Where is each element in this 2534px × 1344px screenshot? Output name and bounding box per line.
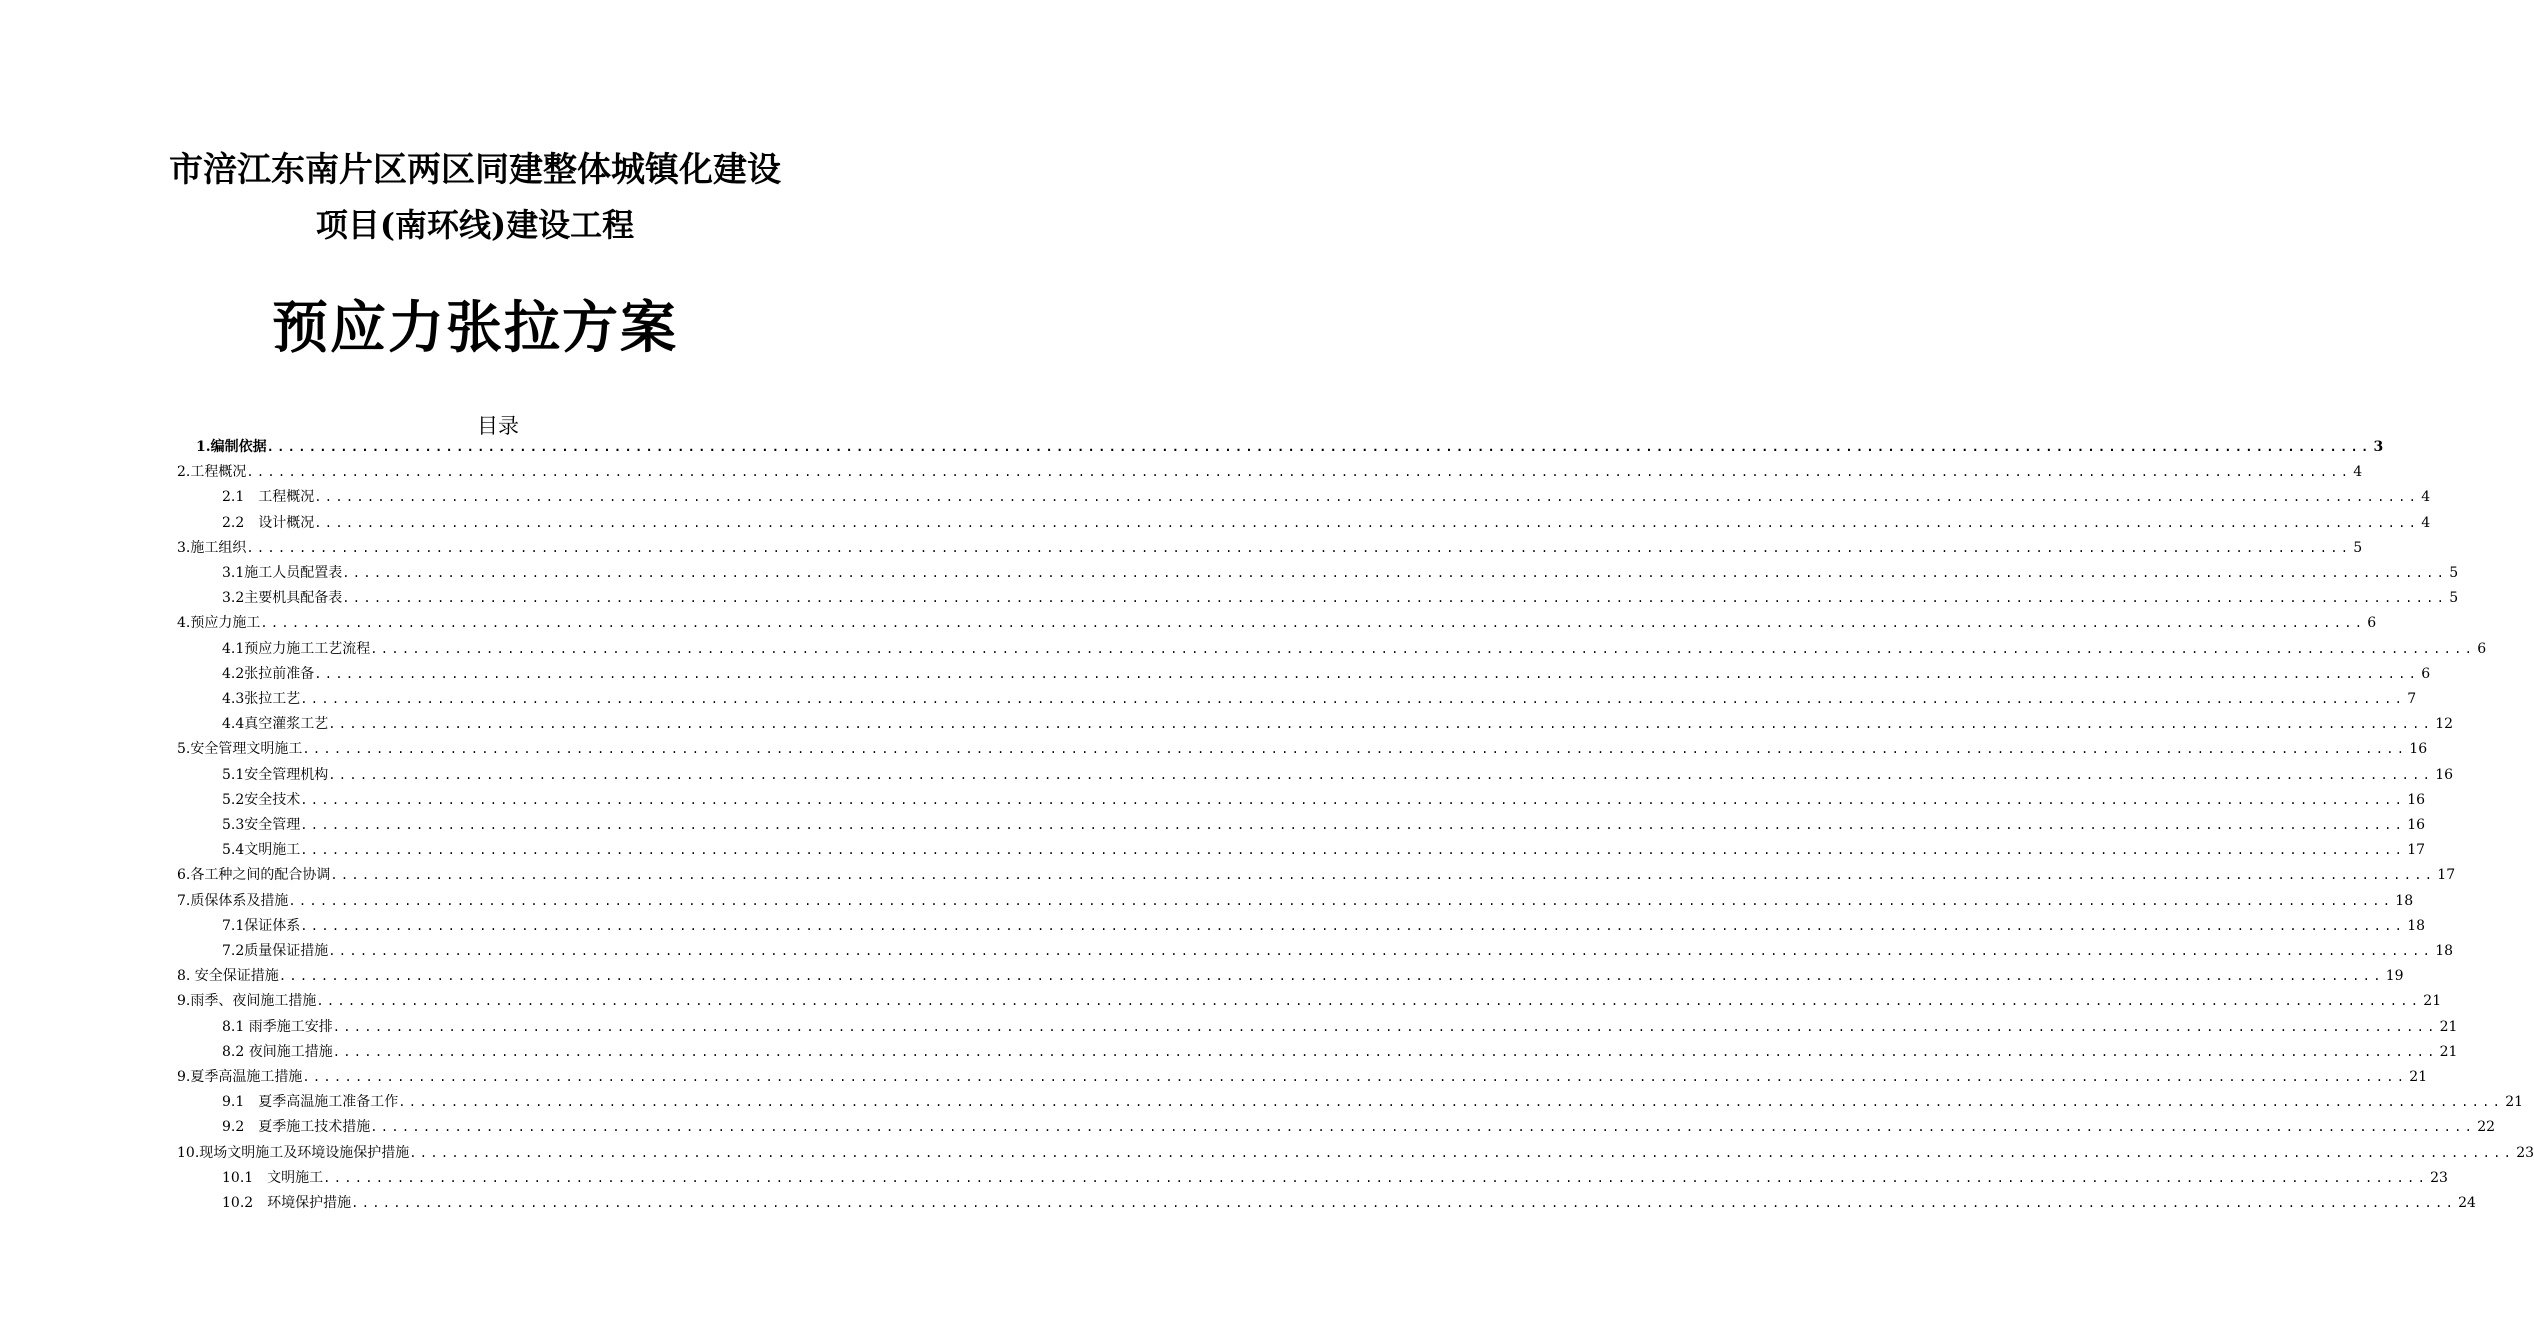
toc-page-number: 6 xyxy=(2367,615,2377,632)
toc-entry[interactable] xyxy=(222,1016,2458,1038)
toc-entry-title: 4.1预应力施工工艺流程 xyxy=(222,640,371,657)
toc-entry[interactable] xyxy=(177,612,2377,634)
toc-dot-leader: ........................................................................................................................................................................................................ xyxy=(302,742,2408,757)
project-title-line-2: 项目(南环线)建设工程 xyxy=(315,206,635,244)
toc-entry[interactable] xyxy=(222,814,2426,836)
toc-entry-title: 9.夏季高温施工措施 xyxy=(177,1069,303,1085)
toc-entry[interactable] xyxy=(222,688,2417,710)
toc-entry-title: 10.现场文明施工及环境设施保护措施 xyxy=(177,1144,410,1161)
toc-entry-title: 8.2 夜间施工措施 xyxy=(222,1043,333,1060)
toc-entry-title: 10.1 文明施工 xyxy=(222,1169,324,1186)
toc-page-number: 5 xyxy=(2449,565,2459,581)
toc-entry-title: 8. 安全保证措施 xyxy=(177,968,279,985)
toc-entry[interactable] xyxy=(222,789,2426,811)
toc-page-number: 5 xyxy=(2449,590,2459,607)
toc-entry-title: 8.1 雨季施工安排 xyxy=(222,1018,333,1035)
toc-entry-title: 1.编制依据 xyxy=(196,439,267,455)
toc-dot-leader: ........................................................................................................................................................................................................ xyxy=(314,515,2420,530)
toc-entry[interactable] xyxy=(222,638,2487,660)
toc-entry-title: 5.2安全技术 xyxy=(222,791,301,808)
toc-page-number: 16 xyxy=(2409,741,2428,758)
toc-entry[interactable] xyxy=(177,990,2442,1012)
toc-page-number: 7 xyxy=(2407,691,2417,707)
toc-dot-leader: ........................................................................................................................................................................................................ xyxy=(409,1145,2515,1160)
toc-entry-title: 3.2主要机具配备表 xyxy=(222,590,343,607)
toc-page-number: 18 xyxy=(2395,892,2414,909)
toc-dot-leader: ........................................................................................................................................................................................................ xyxy=(316,994,2422,1009)
toc-dot-leader: ........................................................................................................................................................................................................ xyxy=(332,1044,2438,1059)
toc-entry[interactable] xyxy=(177,1066,2428,1088)
toc-entry-title: 10.2 环境保护措施 xyxy=(222,1195,352,1211)
toc-entry[interactable] xyxy=(222,512,2431,534)
toc-dot-leader: ........................................................................................................................................................................................................ xyxy=(370,641,2476,656)
project-title-line-1: 市涪江东南片区两区同建整体城镇化建设 xyxy=(169,150,781,190)
toc-entry[interactable] xyxy=(222,486,2431,508)
toc-entry[interactable] xyxy=(222,1192,2476,1214)
toc-dot-leader: ........................................................................................................................................................................................................ xyxy=(278,969,2384,984)
toc-entry-title: 5.3安全管理 xyxy=(222,817,301,833)
toc-dot-leader: ........................................................................................................................................................................................................ xyxy=(330,868,2436,883)
toc-entry[interactable] xyxy=(222,764,2454,786)
toc-entry[interactable] xyxy=(222,940,2454,962)
toc-entry-title: 2.2 设计概况 xyxy=(222,514,315,531)
toc-dot-leader: ........................................................................................................................................................................................................ xyxy=(342,566,2448,580)
toc-entry-title: 9.雨季、夜间施工措施 xyxy=(177,993,317,1010)
toc-page-number: 6 xyxy=(2421,665,2431,682)
toc-page-number: 19 xyxy=(2385,968,2404,985)
toc-dot-leader: ........................................................................................................................................................................................................ xyxy=(300,843,2406,858)
toc-page-number: 21 xyxy=(2423,993,2442,1010)
toc-page-number: 22 xyxy=(2477,1119,2496,1136)
toc-entry[interactable] xyxy=(222,562,2459,584)
toc-page-number: 23 xyxy=(2430,1169,2448,1186)
toc-entry[interactable] xyxy=(222,1091,2524,1113)
toc-entry-title: 6.各工种之间的配合协调 xyxy=(177,867,331,884)
toc-page-number: 21 xyxy=(2505,1094,2524,1111)
toc-dot-leader: ........................................................................................................................................................................................................ xyxy=(246,540,2352,555)
toc-entry[interactable] xyxy=(222,1116,2496,1138)
toc-entry[interactable] xyxy=(177,537,2363,559)
toc-dot-leader: ........................................................................................................................................................................................................ xyxy=(314,490,2420,505)
toc-dot-leader: ........................................................................................................................................................................................................ xyxy=(300,692,2406,706)
document-main-title: 预应力张拉方案 xyxy=(272,296,678,361)
toc-page-number: 21 xyxy=(2409,1069,2428,1085)
toc-page-number: 21 xyxy=(2439,1043,2458,1060)
toc-dot-leader: ........................................................................................................................................................................................................ xyxy=(351,1196,2457,1210)
toc-entry-title: 5.4文明施工 xyxy=(222,842,301,859)
toc-page-number: 12 xyxy=(2435,716,2454,733)
toc-entry-title: 4.2张拉前准备 xyxy=(222,665,315,682)
toc-dot-leader: ........................................................................................................................................................................................................ xyxy=(266,440,2372,454)
toc-dot-leader: ........................................................................................................................................................................................................ xyxy=(342,591,2448,606)
toc-page-number: 17 xyxy=(2437,867,2456,884)
toc-entry[interactable] xyxy=(222,713,2454,735)
toc-page-number: 18 xyxy=(2435,943,2454,959)
toc-entry-title: 5.1安全管理机构 xyxy=(222,766,329,783)
toc-page-number: 4 xyxy=(2421,514,2431,531)
toc-entry[interactable] xyxy=(222,915,2426,937)
toc-dot-leader: ........................................................................................................................................................................................................ xyxy=(288,893,2394,908)
toc-entry[interactable] xyxy=(222,587,2459,609)
toc-entry-title: 9.1 夏季高温施工准备工作 xyxy=(222,1094,399,1111)
toc-dot-leader: ........................................................................................................................................................................................................ xyxy=(328,944,2434,958)
toc-dot-leader: ........................................................................................................................................................................................................ xyxy=(260,616,2366,631)
toc-entry-title: 9.2 夏季施工技术措施 xyxy=(222,1119,371,1136)
toc-dot-leader: ........................................................................................................................................................................................................ xyxy=(300,792,2406,807)
toc-dot-leader: ........................................................................................................................................................................................................ xyxy=(246,465,2352,480)
toc-entry[interactable] xyxy=(177,965,2404,987)
toc-entry[interactable] xyxy=(177,738,2428,760)
toc-page-number: 6 xyxy=(2477,640,2487,657)
toc-entry-title: 2.1 工程概况 xyxy=(222,489,315,506)
toc-entry-title: 7.质保体系及措施 xyxy=(177,892,289,909)
toc-dot-leader: ........................................................................................................................................................................................................ xyxy=(328,767,2434,782)
toc-entry-title: 3.施工组织 xyxy=(177,539,247,556)
toc-dot-leader: ........................................................................................................................................................................................................ xyxy=(332,1019,2438,1034)
toc-page-number: 16 xyxy=(2407,817,2426,833)
toc-page-number: 4 xyxy=(2353,464,2363,481)
toc-entry-title: 4.3张拉工艺 xyxy=(222,691,301,707)
toc-dot-leader: ........................................................................................................................................................................................................ xyxy=(314,666,2420,681)
toc-entry-title: 2.工程概况 xyxy=(177,464,247,481)
toc-page-number: 5 xyxy=(2353,539,2363,556)
toc-entry[interactable] xyxy=(222,1041,2458,1063)
toc-page-number: 24 xyxy=(2458,1195,2476,1211)
toc-heading: 目录 xyxy=(477,414,519,438)
toc-page-number: 16 xyxy=(2435,766,2454,783)
toc-page-number: 21 xyxy=(2439,1018,2458,1035)
toc-entry[interactable] xyxy=(177,461,2363,483)
toc-page-number: 3 xyxy=(2373,439,2384,455)
toc-entry-title: 4.4真空灌浆工艺 xyxy=(222,716,329,733)
toc-page-number: 23 xyxy=(2516,1144,2534,1161)
toc-dot-leader: ........................................................................................................................................................................................................ xyxy=(300,818,2406,832)
toc-entry[interactable] xyxy=(222,1167,2448,1189)
toc-page-number: 17 xyxy=(2407,842,2426,859)
toc-dot-leader: ........................................................................................................................................................................................................ xyxy=(370,1120,2476,1135)
toc-entry-title: 7.1保证体系 xyxy=(222,917,301,934)
toc-entry[interactable] xyxy=(196,436,2384,458)
toc-page-number: 16 xyxy=(2407,791,2426,808)
toc-entry[interactable] xyxy=(222,839,2426,861)
toc-dot-leader: ........................................................................................................................................................................................................ xyxy=(300,918,2406,933)
toc-entry[interactable] xyxy=(177,890,2414,912)
toc-dot-leader: ........................................................................................................................................................................................................ xyxy=(323,1170,2429,1185)
toc-dot-leader: ........................................................................................................................................................................................................ xyxy=(398,1095,2504,1110)
toc-page-number: 4 xyxy=(2421,489,2431,506)
toc-dot-leader: ........................................................................................................................................................................................................ xyxy=(328,717,2434,732)
toc-entry[interactable] xyxy=(177,1142,2534,1164)
toc-entry-title: 3.1施工人员配置表 xyxy=(222,565,343,581)
toc-entry-title: 5.安全管理文明施工 xyxy=(177,741,303,758)
toc-entry[interactable] xyxy=(222,663,2431,685)
toc-dot-leader: ........................................................................................................................................................................................................ xyxy=(302,1070,2408,1084)
toc-entry[interactable] xyxy=(177,864,2456,886)
toc-entry-title: 7.2质量保证措施 xyxy=(222,943,329,959)
toc-page-number: 18 xyxy=(2407,917,2426,934)
toc-entry-title: 4.预应力施工 xyxy=(177,615,261,632)
